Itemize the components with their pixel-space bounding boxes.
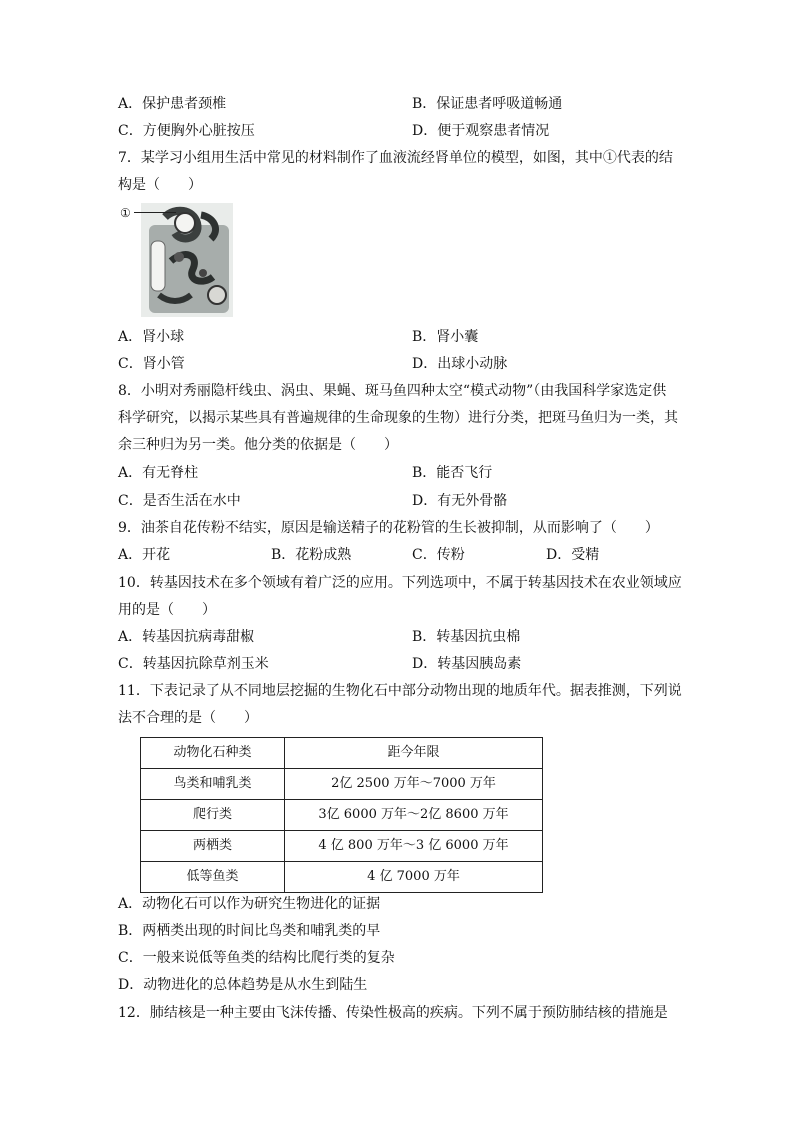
q8-stem-line3: 余三种归为另一类。他分类的依据是（ ） <box>118 437 398 453</box>
q9-option-a: A．开花 <box>118 547 171 563</box>
q10-stem-line2: 用的是（ ） <box>118 602 216 618</box>
fossil-era-table <box>140 737 543 893</box>
figure-leader-line <box>134 212 176 213</box>
table-cell: 2亿 2500 万年～7000 万年 <box>285 769 543 800</box>
q12-stem-line1: 12．肺结核是一种主要由飞沫传播、传染性极高的疾病。下列不属于预防肺结核的措施是 <box>118 1005 668 1021</box>
q10-option-d: D．转基因胰岛素 <box>412 656 522 672</box>
q8-stem-line2: 科学研究，以揭示某些具有普遍规律的生命现象的生物）进行分类，把斑马鱼归为一类，其 <box>118 410 678 426</box>
q6-option-b: B．保证患者呼吸道畅通 <box>412 96 563 112</box>
table-row <box>141 769 543 800</box>
q8-option-b: B．能否飞行 <box>412 465 493 481</box>
q10-option-a: A．转基因抗病毒甜椒 <box>118 629 255 645</box>
q9-option-b: B．花粉成熟 <box>271 547 352 563</box>
q6-option-c: C．方便胸外心脏按压 <box>118 123 255 139</box>
table-cell: 两栖类 <box>141 831 285 862</box>
q9-option-d: D．受精 <box>546 547 600 563</box>
q8-option-d: D．有无外骨骼 <box>412 493 508 509</box>
table-header-cell: 距今年限 <box>285 738 543 769</box>
q11-stem-line2: 法不合理的是（ ） <box>118 710 258 726</box>
table-cell: 3亿 6000 万年～2亿 8600 万年 <box>285 800 543 831</box>
table-cell: 4 亿 7000 万年 <box>285 862 543 893</box>
table-cell: 鸟类和哺乳类 <box>141 769 285 800</box>
q11-stem-line1: 11．下表记录了从不同地层挖掘的生物化石中部分动物出现的地质年代。据表推测，下列说 <box>118 683 682 699</box>
q8-stem-line1: 8．小明对秀丽隐杆线虫、涡虫、果蝇、斑马鱼四种太空“模式动物”（由我国科学家选定供 <box>118 383 667 399</box>
q7-stem-line2: 构是（ ） <box>118 177 202 193</box>
table-header-row <box>141 738 543 769</box>
q9-stem-line1: 9．油茶自花传粉不结实，原因是输送精子的花粉管的生长被抑制，从而影响了（ ） <box>118 520 659 536</box>
figure-label-circled-1: ① <box>120 206 131 220</box>
q7-option-c: C．肾小管 <box>118 356 185 372</box>
q11-option-b: B．两栖类出现的时间比鸟类和哺乳类的早 <box>118 923 381 939</box>
table-cell: 爬行类 <box>141 800 285 831</box>
nephron-model-photo <box>141 203 233 317</box>
q11-option-c: C．一般来说低等鱼类的结构比爬行类的复杂 <box>118 950 395 966</box>
q11-option-a: A．动物化石可以作为研究生物进化的证据 <box>118 896 381 912</box>
nephron-model-illustration <box>141 203 233 317</box>
q10-stem-line1: 10．转基因技术在多个领域有着广泛的应用。下列选项中，不属于转基因技术在农业领域应 <box>118 575 682 591</box>
q6-option-d: D．便于观察患者情况 <box>412 123 550 139</box>
q7-stem-line1: 7．某学习小组用生活中常见的材料制作了血液流经肾单位的模型，如图，其中①代表的结 <box>118 150 673 166</box>
q11-option-d: D．动物进化的总体趋势是从水生到陆生 <box>118 977 368 993</box>
q9-option-c: C．传粉 <box>412 547 465 563</box>
q6-option-a: A．保护患者颈椎 <box>118 96 227 112</box>
q7-option-d: D．出球小动脉 <box>412 356 508 372</box>
table-row <box>141 862 543 893</box>
q7-option-a: A．肾小球 <box>118 329 185 345</box>
table-row <box>141 800 543 831</box>
table-row <box>141 831 543 862</box>
q8-option-a: A．有无脊柱 <box>118 465 199 481</box>
table-cell: 4 亿 800 万年～3 亿 6000 万年 <box>285 831 543 862</box>
table-cell: 低等鱼类 <box>141 862 285 893</box>
q8-option-c: C．是否生活在水中 <box>118 493 241 509</box>
table-header-cell: 动物化石种类 <box>141 738 285 769</box>
q10-option-c: C．转基因抗除草剂玉米 <box>118 656 269 672</box>
q10-option-b: B．转基因抗虫棉 <box>412 629 521 645</box>
q7-option-b: B．肾小囊 <box>412 329 479 345</box>
